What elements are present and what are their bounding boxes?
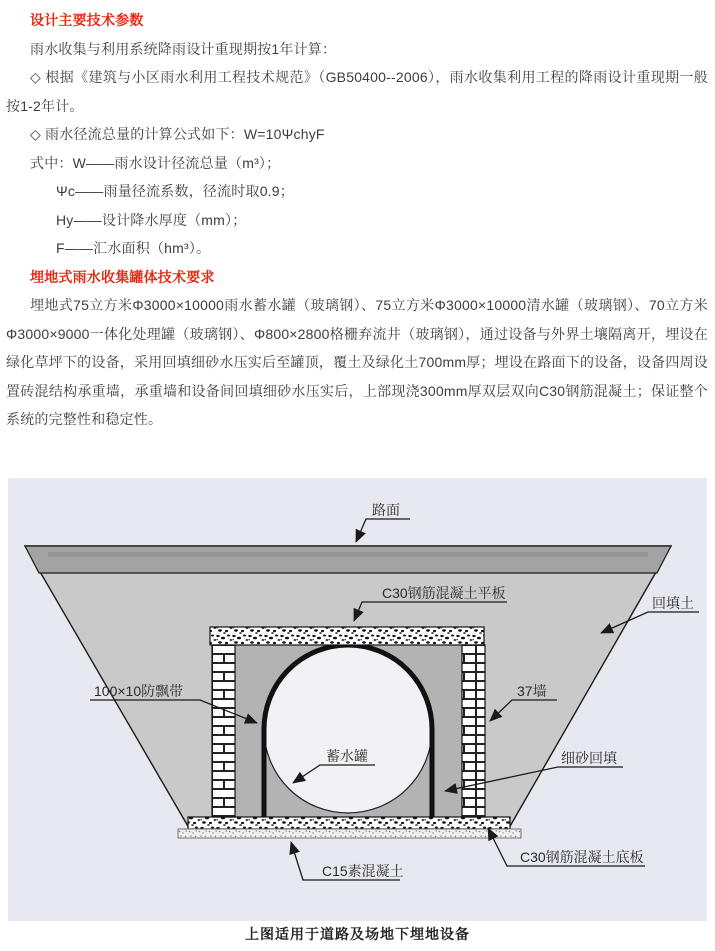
label-anti-float-band: 100×10防飘带 xyxy=(94,683,184,699)
road-surface-streak xyxy=(48,552,648,557)
paragraph-return-period: 雨水收集与利用系统降雨设计重现期按1年计算： xyxy=(30,40,337,57)
label-wall-37: 37墙 xyxy=(517,683,547,699)
label-backfill: 回填土 xyxy=(652,595,694,611)
paragraph-runoff-formula: ◇ 雨水径流总量的计算公式如下：W=10ΨchyF xyxy=(30,126,325,142)
label-c15-concrete: C15素混凝土 xyxy=(322,863,404,879)
label-road-surface: 路面 xyxy=(372,502,400,518)
diagram-panel xyxy=(8,478,707,921)
section-heading-tank-requirements: 埋地式雨水收集罐体技术要求 xyxy=(30,268,215,285)
label-bottom-slab: C30钢筋混凝土底板 xyxy=(520,849,644,865)
label-storage-tank: 蓄水罐 xyxy=(326,748,368,764)
paragraph-code-reference: ◇ 根据《建筑与小区雨水利用工程技术规范》（GB50400--2006），雨水收集利用工程的降雨设计重现期一般按1-2年计。 xyxy=(6,69,708,114)
c15-concrete-layer xyxy=(178,829,521,838)
section-heading-design-params: 设计主要技术参数 xyxy=(30,12,144,28)
right-brick-wall xyxy=(462,645,485,817)
formula-term-hy: Hy——设计降水厚度（mm）； xyxy=(56,211,247,228)
leader-road-surface xyxy=(356,519,410,542)
buried-tank-cross-section-diagram xyxy=(8,478,707,921)
road-surface-band xyxy=(25,546,671,573)
label-top-slab: C30钢筋混凝土平板 xyxy=(382,585,506,601)
formula-term-psi: Ψc——雨量径流系数，径流时取0.9； xyxy=(56,183,294,199)
document-text xyxy=(0,0,715,434)
paragraph-tank-requirements: 埋地式75立方米Φ3000×10000雨水蓄水罐（玻璃钢）、75立方米Φ3000×10000清水罐（玻璃钢）、70立方米Φ3000×9000一体化处理罐（玻璃钢）、Φ800×2800格栅弃流井（玻璃钢），通过设备与外界土壤隔离开，埋设在绿化草坪下的设备，采用回填细砂水压实后至罐顶，覆土及绿化土700mm厚；埋设在路面下的设备，设备四周设置砖混结构承重墙，承重墙和设备间回填细砂水压实后，上部现浇300mm厚双层双向C30钢筋混凝土；保证整个系统的完整性和稳定性。 xyxy=(6,297,708,427)
formula-term-w: 式中：W——雨水设计径流总量（m³）； xyxy=(30,154,281,171)
diagram-caption: 上图适用于道路及场地下埋地设备 xyxy=(245,926,470,942)
formula-term-f: F——汇水面积（hm³）。 xyxy=(56,240,211,256)
bottom-slab-c30 xyxy=(188,817,510,829)
label-fine-sand: 细砂回填 xyxy=(561,750,617,766)
top-slab-c30 xyxy=(210,627,484,645)
left-brick-wall xyxy=(212,645,235,817)
